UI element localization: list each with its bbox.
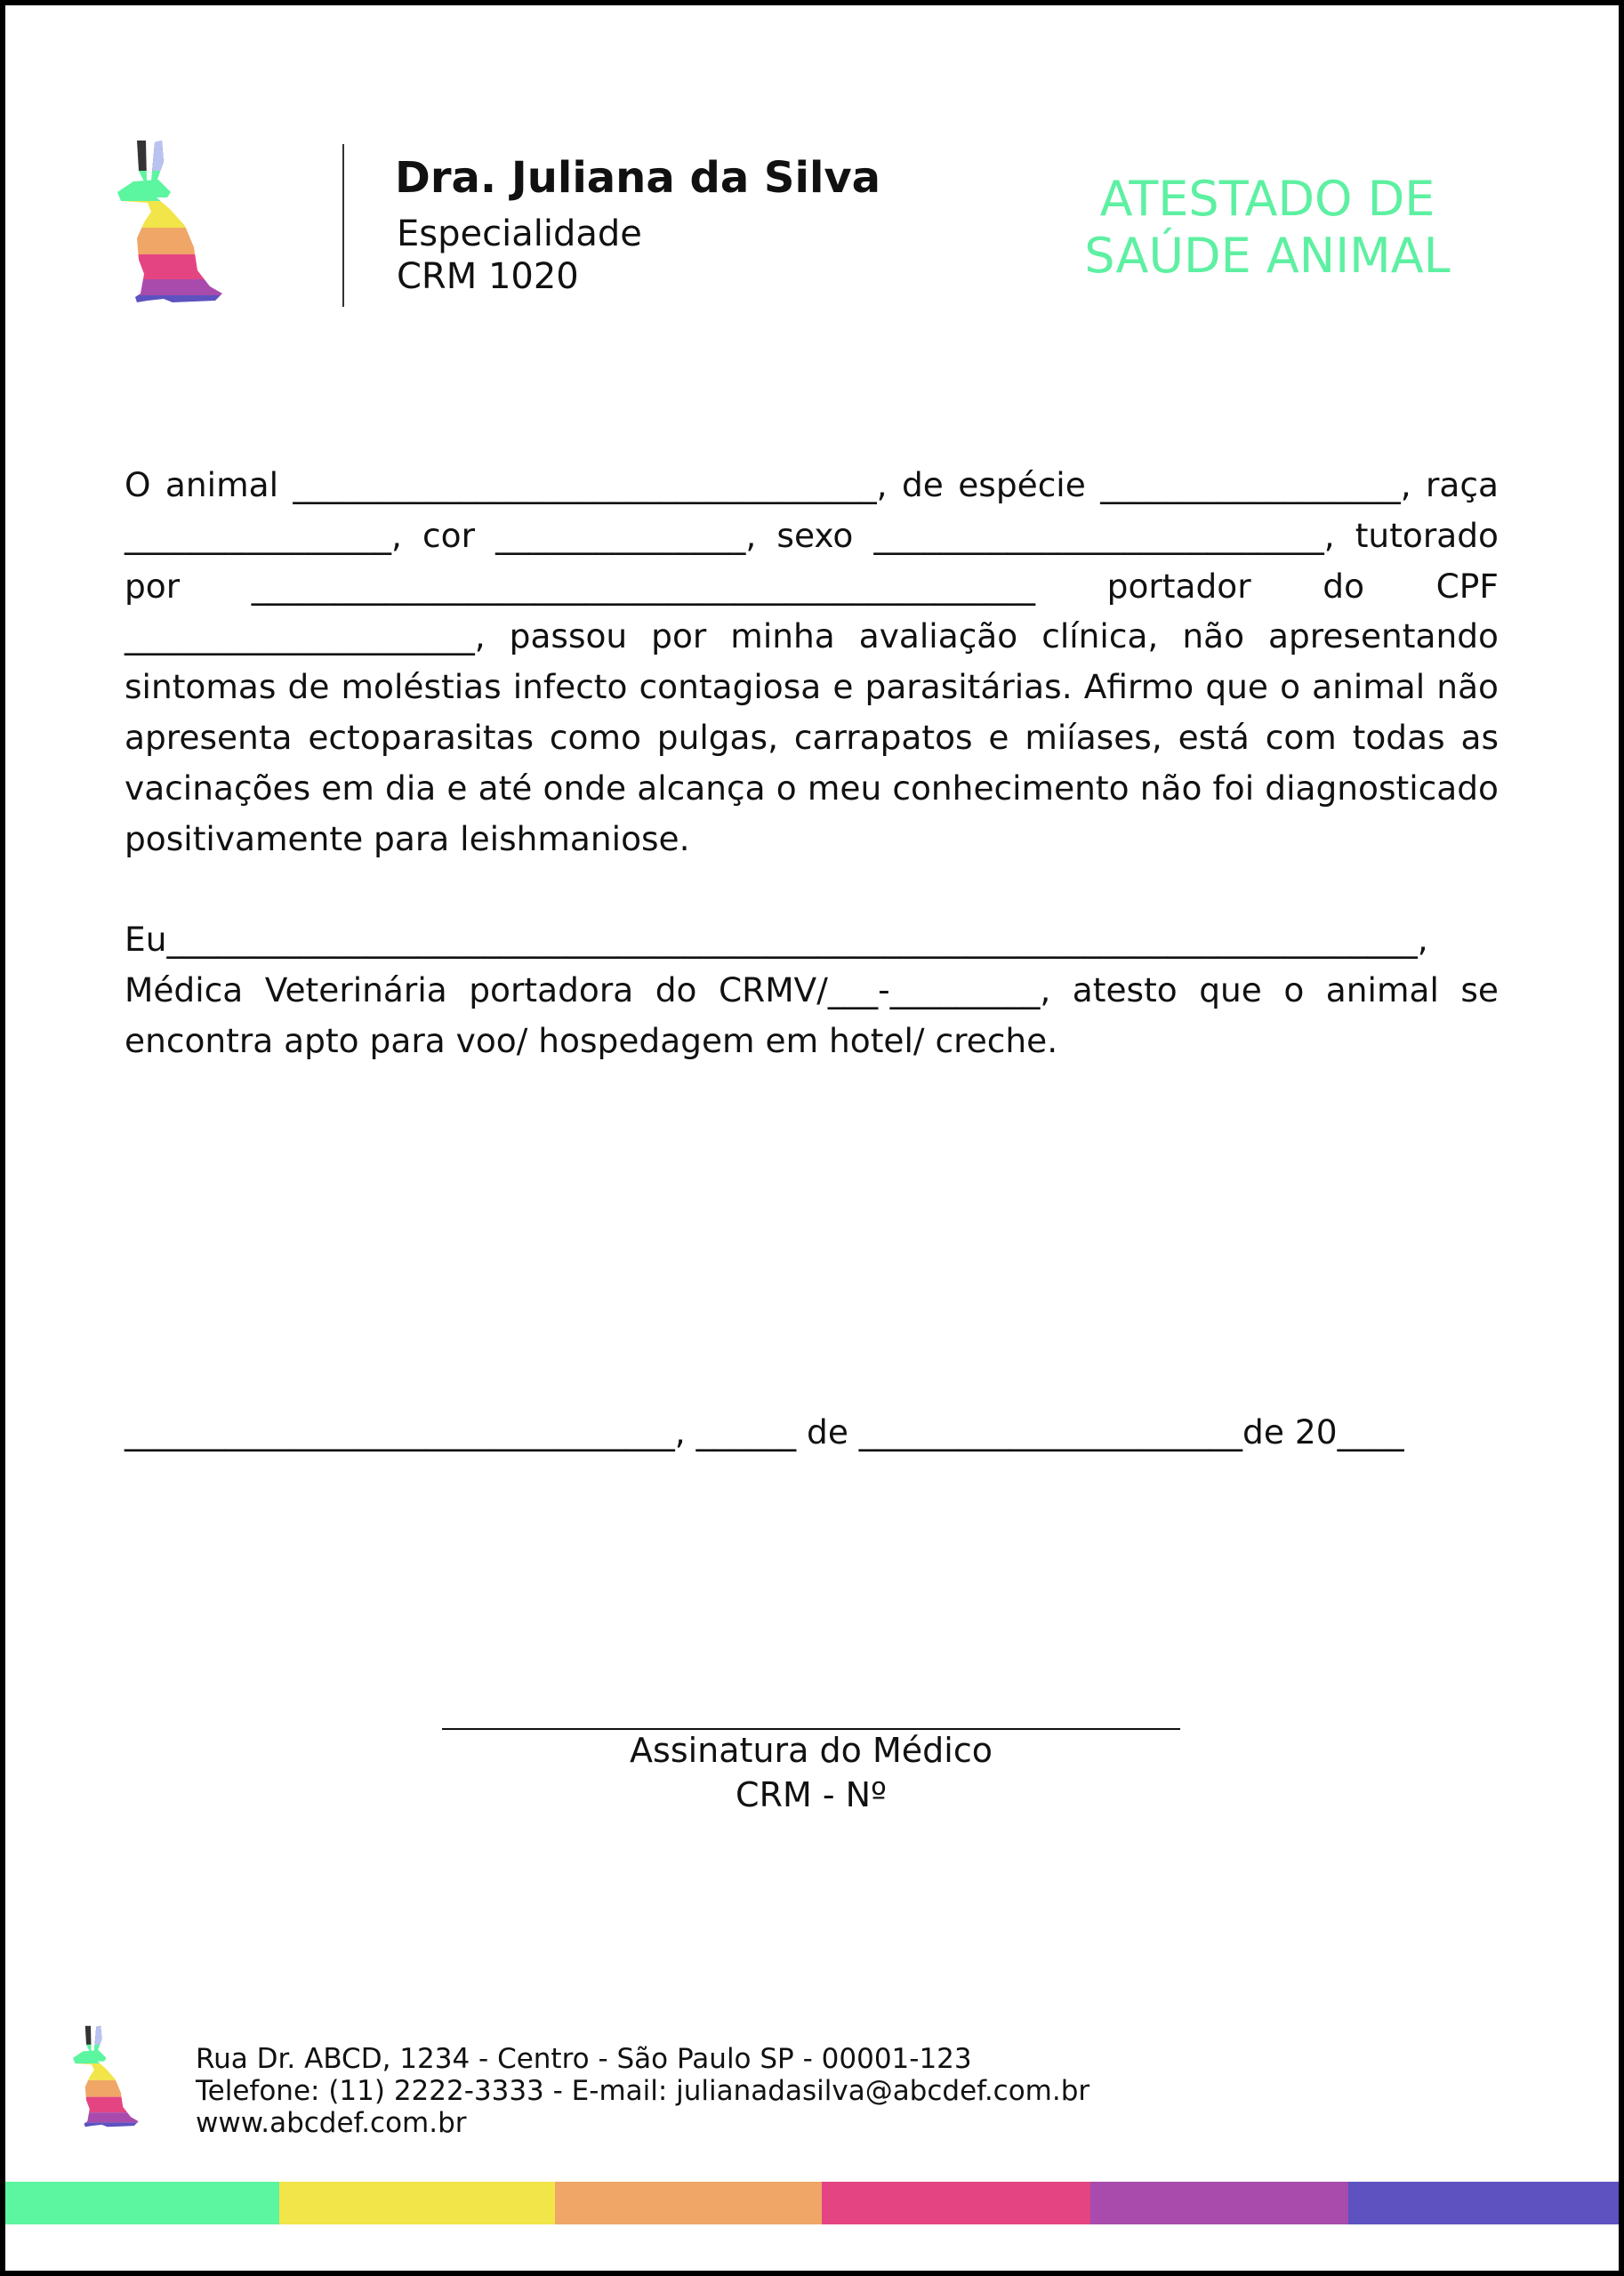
footer-contact (196, 2043, 1089, 2139)
doctor-name: Dra. Juliana da Silva (395, 153, 881, 203)
document-title-line1: ATESTADO DE (1099, 171, 1435, 227)
color-band (822, 2182, 1090, 2224)
signature-crm: CRM - Nº (736, 1775, 887, 1814)
color-band (1348, 2182, 1619, 2224)
doctor-specialty: Especialidade (397, 213, 642, 254)
document-title (1036, 171, 1499, 285)
rabbit-logo-icon (117, 141, 260, 310)
signature-label: Assinatura do Médico (630, 1731, 993, 1770)
doctor-crm: CRM 1020 (397, 256, 579, 297)
color-band (1090, 2182, 1348, 2224)
footer-website: www.abcdef.com.br (196, 2107, 467, 2139)
signature-block (442, 1728, 1180, 1817)
rabbit-logo-small-icon (73, 2025, 162, 2132)
brand-color-strip (5, 2182, 1619, 2224)
footer-phone-email: Telefone: (11) 2222-3333 - E-mail: julianadasilva@abcdef.com.br (196, 2075, 1090, 2107)
header-divider (342, 144, 344, 307)
veterinarian-declaration-paragraph: Eu___________________________________________________________________________, Médica Veterinária portadora do CRMV/___-_________, atesto que o animal se encontra apto para voo/ hospedagem em hotel/ creche. (125, 920, 1499, 1060)
color-band (5, 2182, 279, 2224)
color-band (279, 2182, 555, 2224)
certificate-body (125, 460, 1499, 1066)
color-band (555, 2182, 822, 2224)
animal-description-paragraph: O animal ___________________________________, de espécie __________________, raça ________________, cor _______________, sexo ___________________________, tutorado por _______________________________________________ portador do CPF _____________________, passou por minha avaliação clínica, não apresentando sintomas de moléstias infecto contagiosa e parasitárias. Afirmo que o animal não apresenta ectoparasitas como pulgas, carrapatos e miíases, está com todas as vacinações em dia e até onde alcança o meu conhecimento não foi diagnosticado positivamente para leishmaniose. (125, 465, 1499, 858)
date-line: _________________________________, ______ de _______________________de 20____ (125, 1412, 1404, 1452)
footer-address: Rua Dr. ABCD, 1234 - Centro - São Paulo SP - 00001-123 (196, 2043, 972, 2075)
document-title-line2: SAÚDE ANIMAL (1084, 228, 1451, 284)
